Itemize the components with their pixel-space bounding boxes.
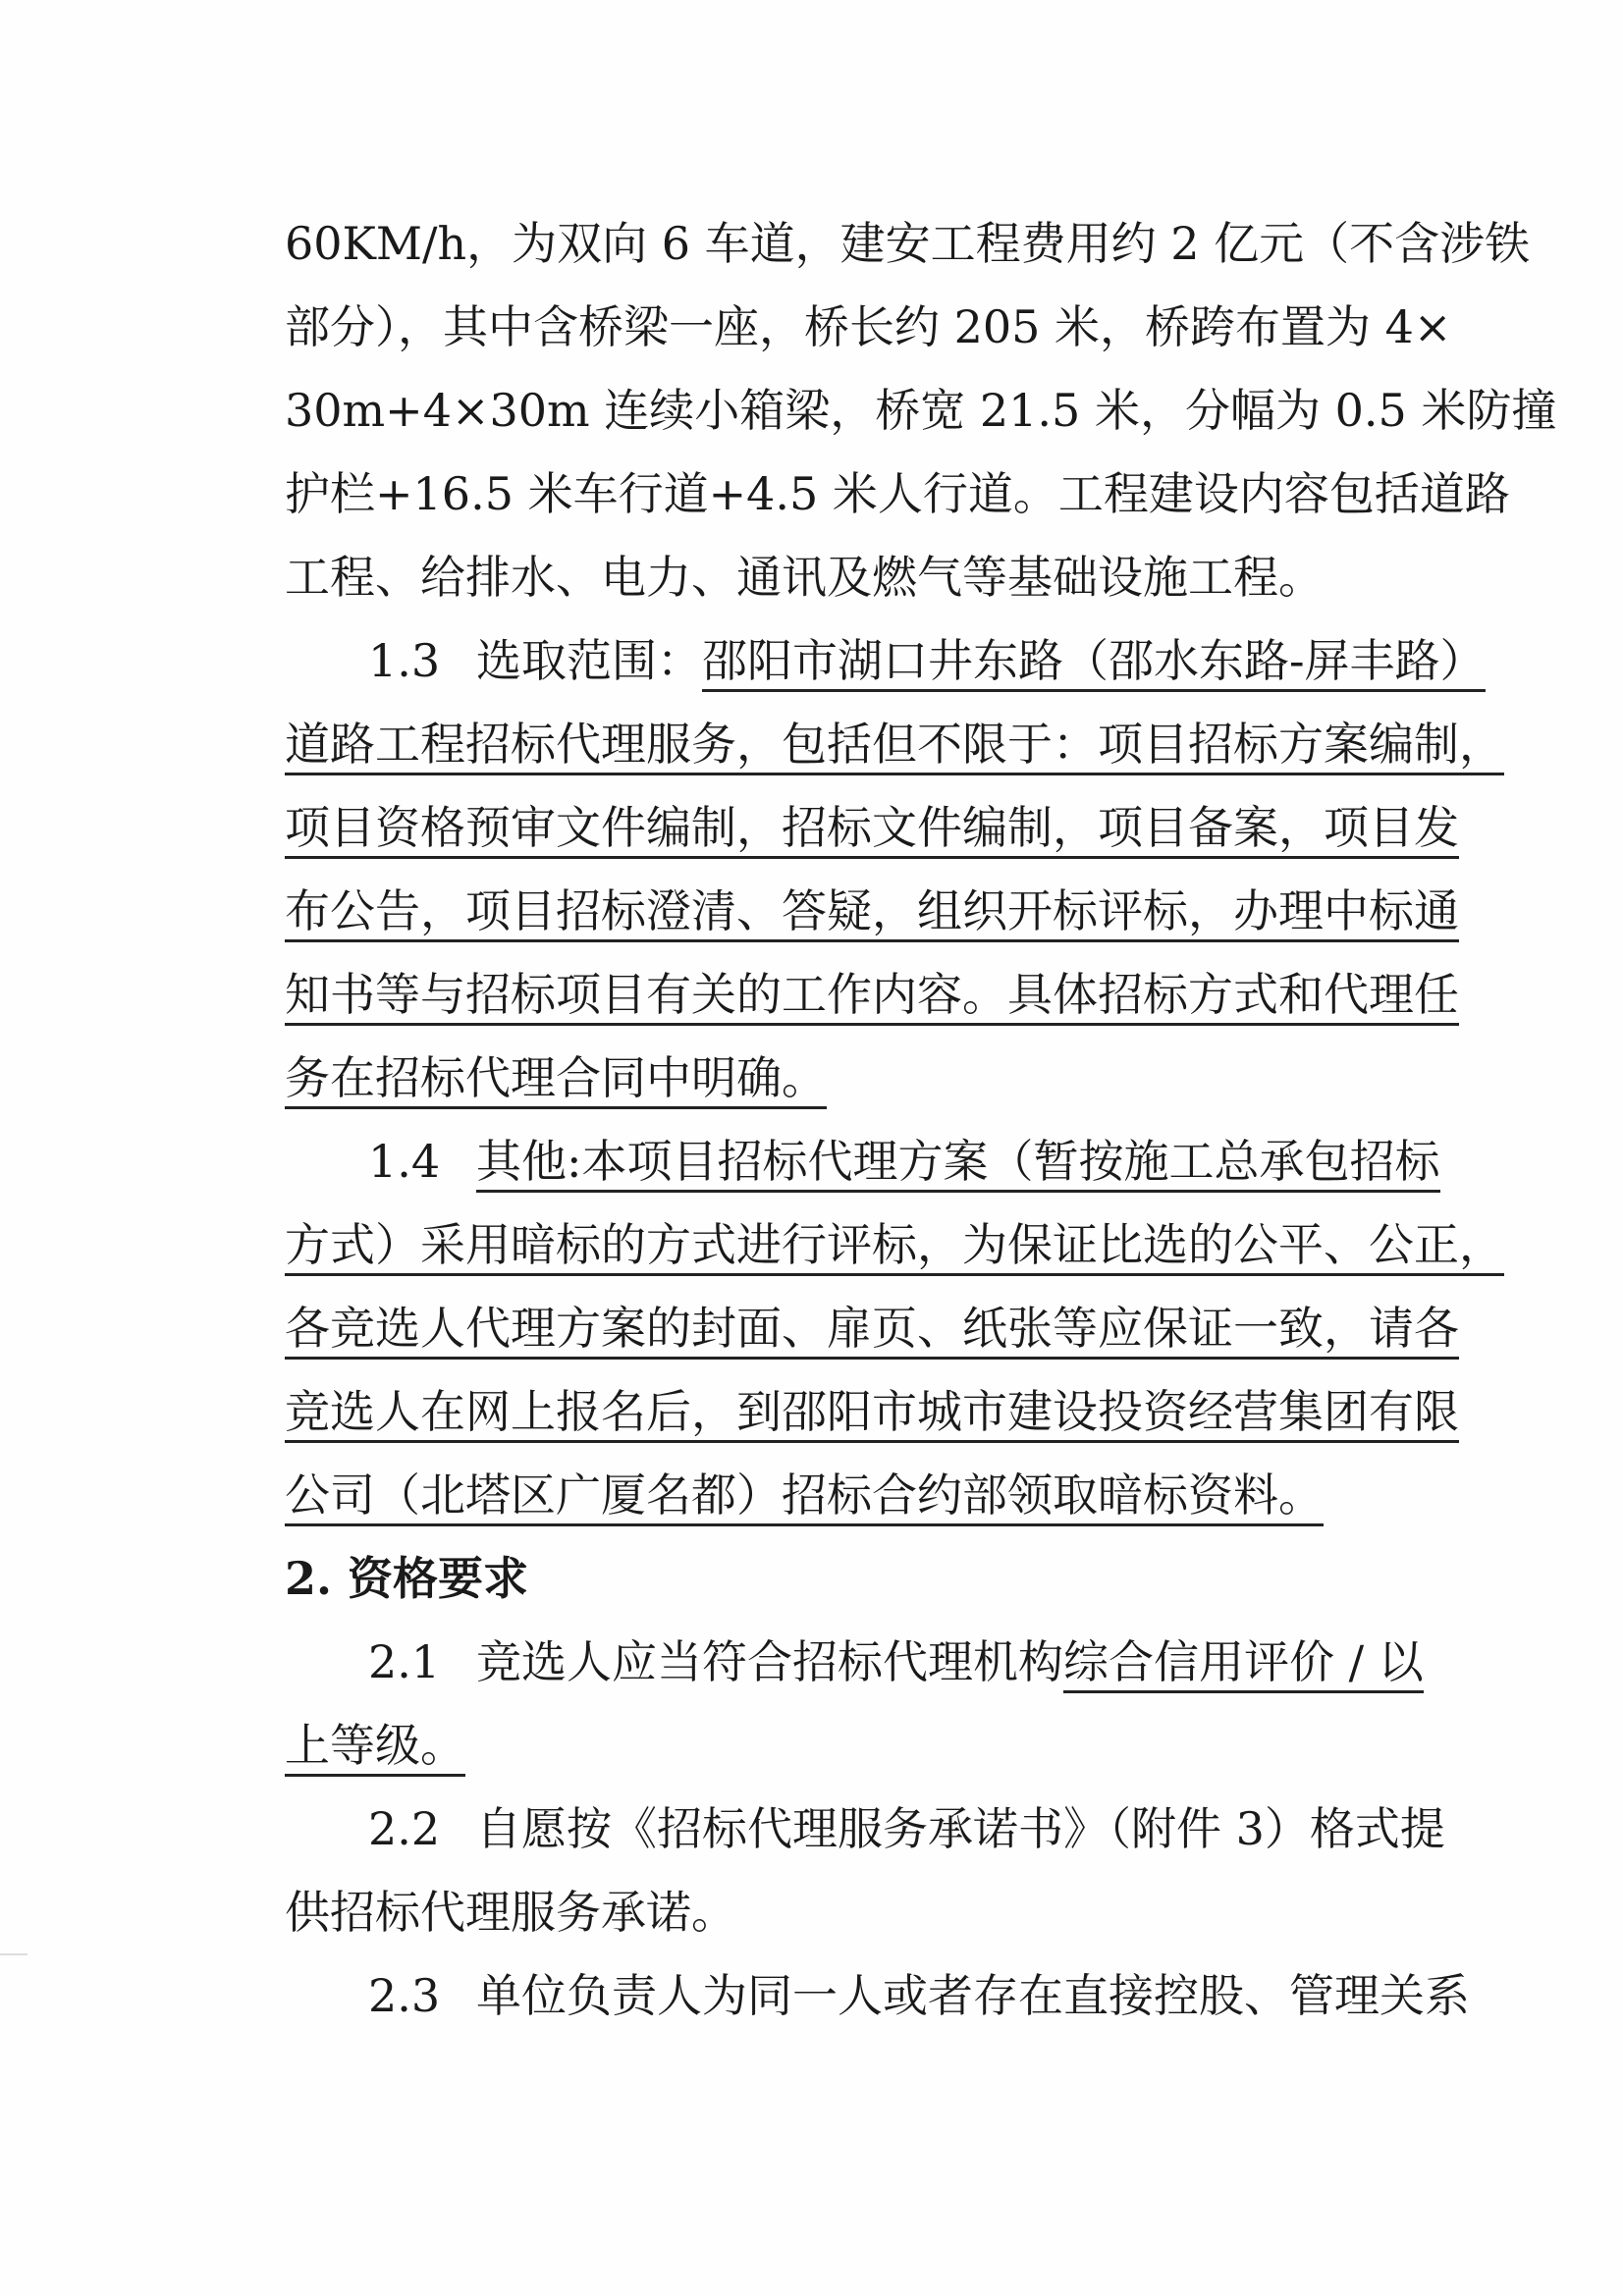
underlined-text: 竞选人在网上报名后，到邵阳市城市建设投资经营集团有限: [285, 1385, 1459, 1443]
underlined-text: 邵阳市湖口井东路（邵水东路-屏丰路）: [702, 634, 1486, 692]
intro-line-2: 部分），其中含桥梁一座，桥长约 205 米，桥跨布置为 4×: [285, 300, 1452, 353]
section-number: 2.2: [368, 1802, 441, 1855]
underlined-text: 知书等与招标项目有关的工作内容。具体招标方式和代理任: [285, 968, 1459, 1026]
section-number: 1.3: [368, 634, 441, 687]
section-heading-2: 2. 资格要求: [285, 1552, 529, 1605]
section-1-3-line: [285, 1048, 1414, 1107]
section-1-3-line: [285, 881, 1459, 940]
underlined-text: 方式）采用暗标的方式进行评标，为保证比选的公平、公正，: [285, 1218, 1504, 1276]
underlined-text: 其他:本项目招标代理方案（暂按施工总承包招标: [476, 1135, 1440, 1193]
intro-line-1: 60KM/h，为双向 6 车道，建安工程费用约 2 亿元（不含涉铁: [285, 217, 1531, 270]
scan-edge-mark: [0, 1953, 27, 1955]
section-2-1-line-2: [285, 1716, 1414, 1775]
underlined-text: 上等级。: [285, 1719, 465, 1777]
section-1-4-line: [285, 1466, 1414, 1524]
underlined-text: 项目资格预审文件编制，招标文件编制，项目备案，项目发: [285, 801, 1459, 859]
section-1-4-line: [285, 1299, 1459, 1358]
section-number: 2.3: [368, 1969, 441, 2022]
underlined-text: 布公告，项目招标澄清、答疑，组织开标评标，办理中标通: [285, 884, 1459, 942]
underlined-text: 综合信用评价 / 以: [1063, 1635, 1424, 1693]
section-text: 竞选人应当符合招标代理机构: [476, 1635, 1063, 1688]
section-1-3-first-line: [368, 631, 1486, 690]
section-number: 1.4: [368, 1135, 441, 1188]
section-text: 自愿按《招标代理服务承诺书》（附件 3）格式提: [476, 1802, 1445, 1855]
section-number: 2.1: [368, 1635, 441, 1688]
underlined-text: 公司（北塔区广厦名都）招标合约部领取暗标资料。: [285, 1468, 1324, 1526]
section-text: 单位负责人为同一人或者存在直接控股、管理关系: [476, 1969, 1470, 2022]
section-1-4-line: [285, 1382, 1459, 1441]
underlined-text: 道路工程招标代理服务，包括但不限于：项目招标方案编制，: [285, 718, 1504, 775]
section-1-4-line: [285, 1215, 1504, 1274]
section-2-1-first-line: [368, 1632, 1424, 1691]
section-1-3-line: [285, 965, 1459, 1024]
section-1-3-line: [285, 715, 1504, 774]
section-1-4-first-line: [368, 1132, 1440, 1191]
intro-line-3: 30m+4×30m 连续小箱梁，桥宽 21.5 米，分幅为 0.5 米防撞: [285, 384, 1557, 437]
underlined-text: 各竞选人代理方案的封面、扉页、纸张等应保证一致，请各: [285, 1302, 1459, 1360]
underlined-text: 务在招标代理合同中明确。: [285, 1051, 827, 1109]
intro-line-4: 护栏+16.5 米车行道+4.5 米人行道。工程建设内容包括道路: [285, 467, 1510, 520]
section-1-3-line: [285, 798, 1459, 857]
section-2-3-first-line: [368, 1966, 1470, 2025]
section-2-2-first-line: [368, 1799, 1445, 1858]
section-label: 选取范围：: [476, 634, 702, 687]
section-2-2-line-2: 供招标代理服务承诺。: [285, 1886, 736, 1939]
intro-line-5: 工程、给排水、电力、通讯及燃气等基础设施工程。: [285, 551, 1324, 604]
